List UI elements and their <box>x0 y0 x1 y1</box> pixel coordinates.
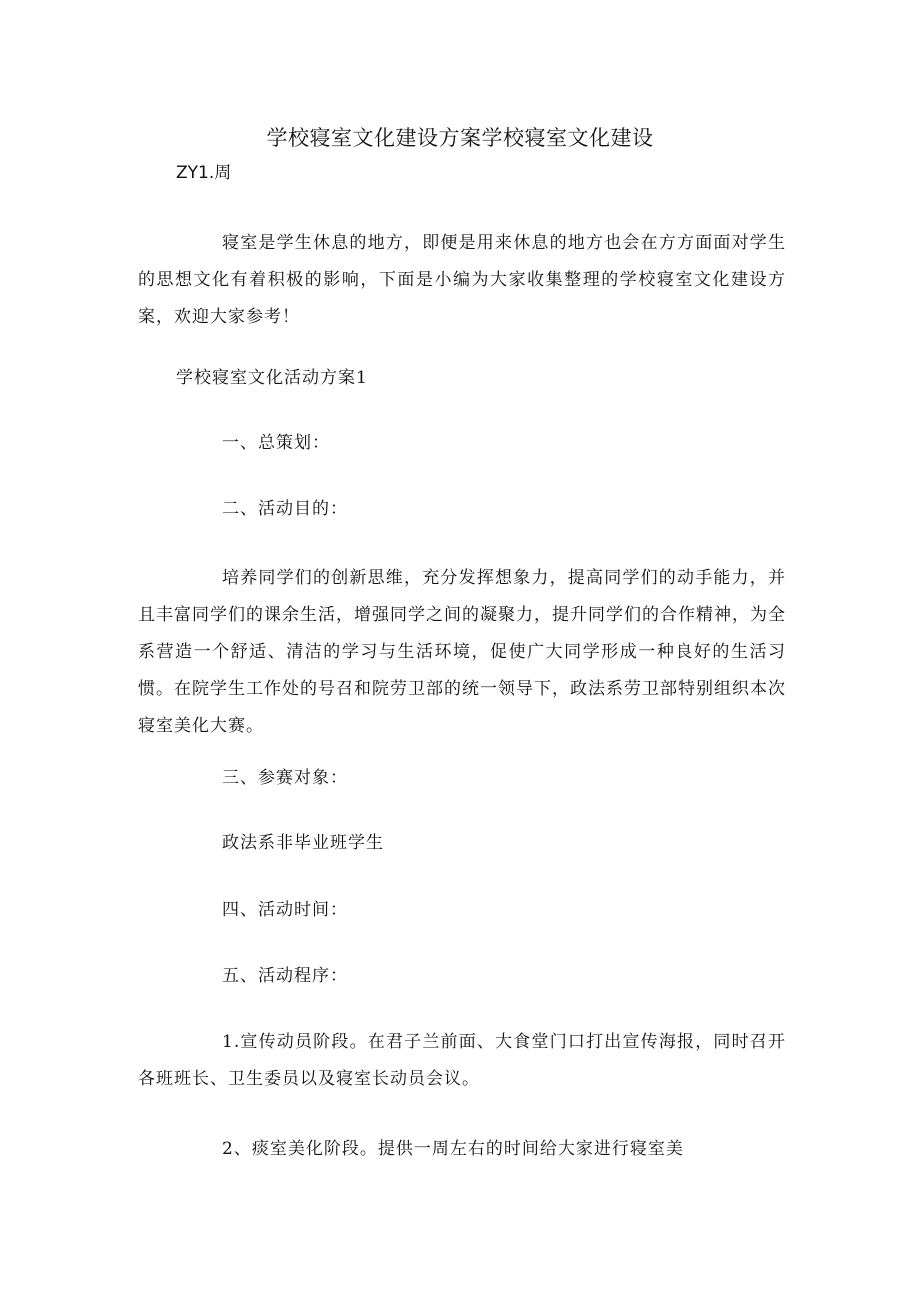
purpose-paragraph: 培养同学们的创新思维，充分发挥想象力，提高同学们的动手能力，并且丰富同学们的课余生活，增强同学之间的凝聚力，提升同学们的合作精神，为全系营造一个舒适、清洁的学习与生活环境，促使广大同学形成一种良好的生活习惯。在院学生工作处的号召和院劳卫部的统一领导下，政法系劳卫部特别组织本次寝室美化大赛。 <box>138 568 786 736</box>
heading-general-planning: 一、总策划： <box>222 433 330 453</box>
heading-activity-procedure: 五、活动程序： <box>222 966 348 986</box>
heading-participants: 三、参赛对象： <box>222 768 348 788</box>
intro-paragraph: 寝室是学生休息的地方，即便是用来休息的地方也会在方方面面对学生的思想文化有着积极的影响，下面是小编为大家收集整理的学校寝室文化建设方案，欢迎大家参考！ <box>138 233 786 327</box>
step-2-paragraph: 2、痰室美化阶段。提供一周左右的时间给大家进行寝室美 <box>222 1139 684 1159</box>
heading-activity-time: 四、活动时间： <box>222 900 348 920</box>
step-1-paragraph: 1.宣传动员阶段。在君子兰前面、大食堂门口打出宣传海报，同时召开各班班长、卫生委员以及寝室长动员会议。 <box>138 1032 786 1089</box>
participants-text: 政法系非毕业班学生 <box>222 833 384 853</box>
document-title: 学校寝室文化建设方案学校寝室文化建设 <box>266 126 654 150</box>
section-title: 学校寝室文化活动方案1 <box>176 368 368 388</box>
author-line: ZY1.周 <box>176 163 232 183</box>
heading-activity-purpose: 二、活动目的： <box>222 499 348 519</box>
